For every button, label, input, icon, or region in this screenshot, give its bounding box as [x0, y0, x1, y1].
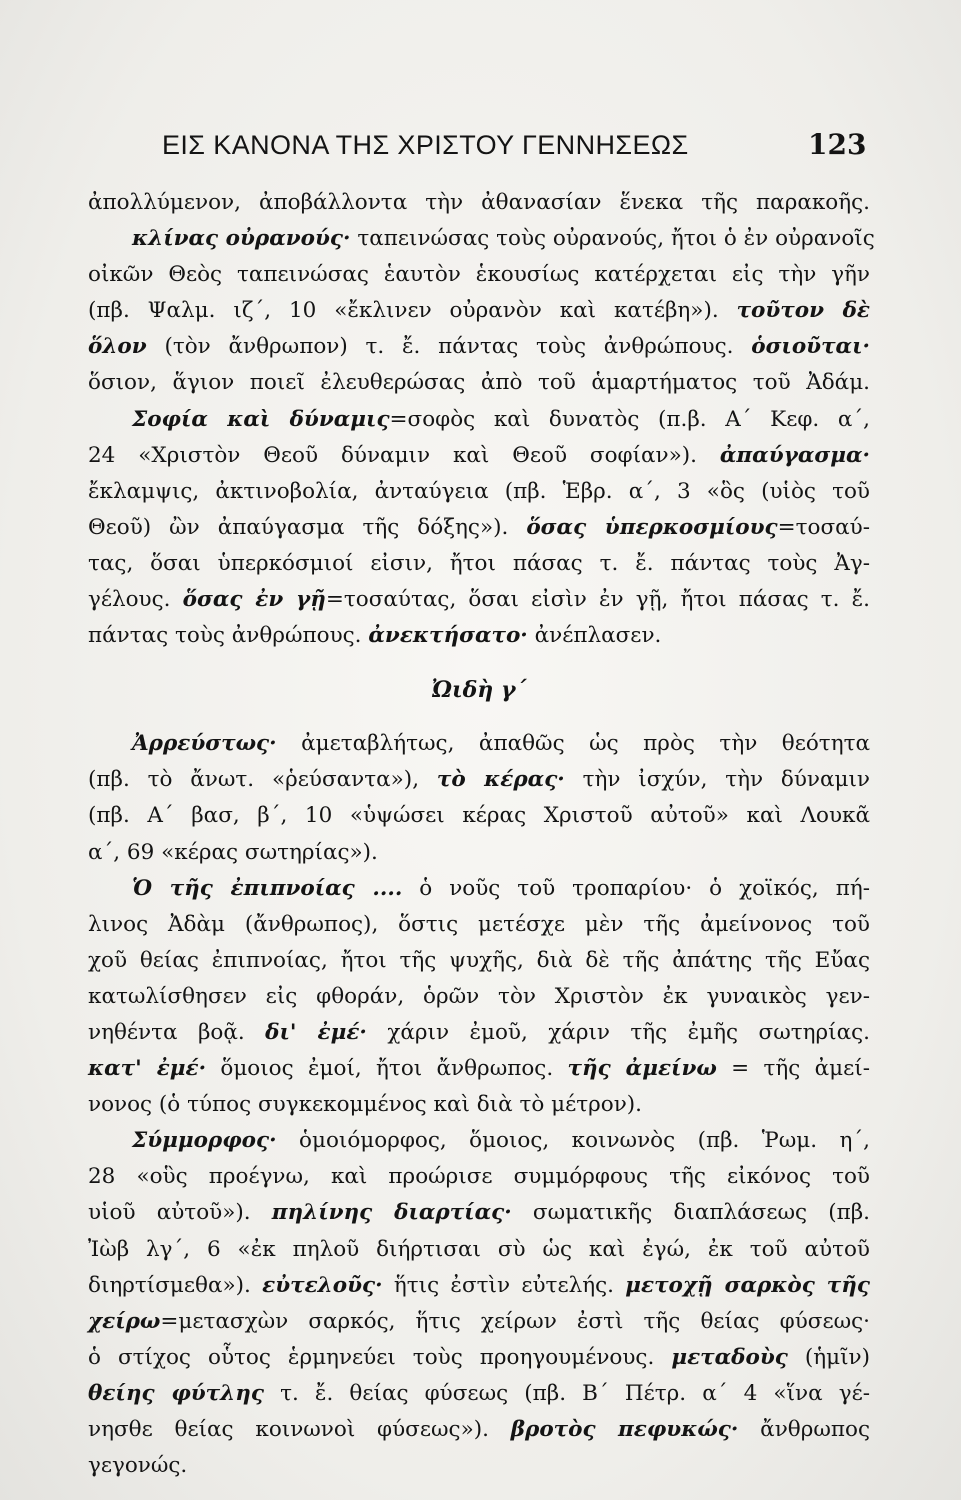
- glossed-term: ὁσιοῦται·: [751, 334, 870, 360]
- glossed-term: μετοχῇ σαρκὸς τῆς: [625, 1272, 870, 1298]
- glossed-term: Σύμμορφος·: [132, 1128, 277, 1154]
- text-line: [88, 1268, 870, 1304]
- text-line: [88, 402, 870, 438]
- text-line: [88, 1448, 870, 1484]
- text-line: [88, 726, 870, 762]
- text-line: [88, 474, 870, 510]
- page-number: 123: [808, 128, 867, 161]
- line-text: νηθέντα βοᾷ.: [88, 1019, 266, 1045]
- text-line: [88, 1232, 870, 1268]
- text-line: [88, 1051, 870, 1087]
- line-text: =σοφὸς καὶ δυνατὸς (π.β. Α΄ Κεφ. α΄,: [389, 406, 870, 432]
- line-text: ὁ νοῦς τοῦ τροπαρίου· ὁ χοϊκός, πή-: [402, 875, 870, 901]
- line-text: χάριν ἐμοῦ, χάριν τῆς ἐμῆς σωτηρίας.: [366, 1019, 870, 1045]
- line-text: γεγονώς.: [88, 1453, 188, 1479]
- glossed-term: ὅλον: [88, 334, 147, 360]
- text-line: [88, 618, 870, 654]
- line-text: ἀνέπλασεν.: [527, 623, 662, 649]
- running-title: ΕΙΣ ΚΑΝΟΝΑ ΤΗΣ ΧΡΙΣΤΟΥ ΓΕΝΝΗΣΕΩΣ: [162, 130, 689, 160]
- line-text: τας, ὅσαι ὑπερκόσμιοί εἰσιν, ἤτοι πάσας τ. ἔ. πάντας τοὺς Ἀγ-: [88, 550, 870, 576]
- line-text: ὅμοιος ἐμοί, ἤτοι ἄνθρωπος.: [206, 1056, 568, 1082]
- text-line: [88, 546, 870, 582]
- glossed-term: χείρω: [88, 1308, 161, 1334]
- line-text: ταπεινώσας τοὺς οὐρανούς, ἤτοι ὁ ἐν οὐρανοῖς: [350, 226, 875, 252]
- text-line: [88, 1376, 870, 1412]
- glossed-term: βροτὸς πεφυκώς·: [510, 1417, 739, 1442]
- body-text: [88, 185, 875, 1484]
- text-line: [88, 907, 870, 943]
- glossed-term: πηλίνης διαρτίας·: [271, 1200, 512, 1226]
- section-heading-text: Ὠιδὴ γ΄: [431, 677, 527, 704]
- line-text: οἰκῶν Θεὸς ταπεινώσας ἑαυτὸν ἑκουσίως κατέρχεται εἰς τὴν γῆν: [88, 262, 870, 288]
- line-text: ἥτις ἐστὶν εὐτελής.: [382, 1272, 626, 1298]
- glossed-term: κατ' ἐμέ·: [88, 1056, 207, 1082]
- line-text: (πβ. Ψαλμ. ιζ΄, 10 «ἔκλινεν οὐρανὸν καὶ κατέβη»).: [88, 298, 737, 324]
- line-text: ὁ στίχος οὗτος ἑρμηνεύει τοὺς προηγουμένους.: [88, 1344, 672, 1370]
- glossed-term: Ἀρρεύστως·: [132, 731, 277, 757]
- text-line: [88, 582, 870, 618]
- text-line: [88, 438, 870, 474]
- line-text: =τοσαύτας, ὅσαι εἰσὶν ἐν γῇ, ἤτοι πάσας τ. ἔ.: [325, 587, 870, 613]
- text-line: [88, 835, 870, 871]
- line-text: πάντας τοὺς ἀνθρώπους.: [88, 623, 369, 649]
- line-text: νησθε θείας κοινωνοὶ φύσεως»).: [88, 1417, 511, 1442]
- text-line: [88, 510, 870, 546]
- line-text: (πβ. Α΄ βασ, β΄, 10 «ὑψώσει κέρας Χριστοῦ αὐτοῦ» καὶ Λουκᾶ: [88, 803, 870, 829]
- glossed-term: ὅσας ὑπερκοσμίους: [526, 514, 778, 540]
- text-line: [88, 762, 870, 798]
- line-text: =τοσαύ-: [777, 514, 871, 540]
- line-text: 24 «Χριστὸν Θεοῦ δύναμιν καὶ Θεοῦ σοφίαν»).: [88, 442, 720, 468]
- glossed-term: μεταδοὺς: [671, 1344, 788, 1370]
- text-line: [88, 257, 870, 293]
- line-text: Θεοῦ) ὢν ἀπαύγασμα τῆς δόξης»).: [88, 514, 527, 540]
- line-text: (τὸν ἄνθρωπον) τ. ἔ. πάντας τοὺς ἀνθρώπους.: [146, 334, 752, 360]
- glossed-term: ὅσας ἐν γῇ: [182, 587, 326, 613]
- glossed-term: τῆς ἀμείνω: [567, 1056, 717, 1082]
- line-text: Ἰὼβ λγ΄, 6 «ἐκ πηλοῦ διήρτισαι σὺ ὡς καὶ ἐγώ, ἐκ τοῦ αὐτοῦ: [88, 1236, 870, 1262]
- glossed-term: τὸ κέρας·: [436, 767, 565, 793]
- text-line: [88, 1015, 870, 1051]
- text-line: [88, 221, 875, 257]
- line-text: ἀμεταβλήτως, ἀπαθῶς ὡς πρὸς τὴν θεότητα: [276, 731, 870, 757]
- line-text: υἱοῦ αὐτοῦ»).: [88, 1200, 272, 1226]
- line-text: ὁμοιόμορφος, ὅμοιος, κοινωνὸς (πβ. Ῥωμ. η΄,: [276, 1128, 870, 1154]
- text-line: [88, 293, 870, 329]
- line-text: τὴν ἰσχύν, τὴν δύναμιν: [564, 767, 870, 793]
- text-line: [88, 185, 870, 221]
- glossed-term: ἀπαύγασμα·: [719, 442, 870, 468]
- line-text: ἔκλαμψις, ἀκτινοβολία, ἀνταύγεια (πβ. Ἑβρ. α΄, 3 «ὃς (υἱὸς τοῦ: [88, 478, 870, 504]
- line-text: διηρτίσμεθα»).: [88, 1272, 263, 1298]
- text-line: [88, 365, 870, 401]
- line-text: τ. ἔ. θείας φύσεως (πβ. Β΄ Πέτρ. α΄ 4 «ἵνα γέ-: [263, 1380, 870, 1406]
- page-header: [0, 128, 961, 168]
- text-line: [88, 798, 870, 834]
- line-text: (πβ. τὸ ἄνωτ. «ῥεύσαντα»),: [88, 767, 437, 793]
- text-line: [88, 1087, 870, 1123]
- text-line: [88, 1159, 870, 1195]
- line-text: (ἡμῖν): [787, 1344, 870, 1370]
- text-line: [88, 1412, 870, 1448]
- line-text: χοῦ θείας ἐπιπνοίας, ἤτοι τῆς ψυχῆς, διὰ δὲ τῆς ἀπάτης τῆς Εὔας: [88, 947, 870, 973]
- line-text: = τῆς ἀμεί-: [716, 1056, 870, 1082]
- text-line: [88, 871, 870, 907]
- text-line: [88, 1123, 870, 1159]
- text-line: [88, 1304, 870, 1340]
- text-line: [88, 943, 870, 979]
- line-text: σωματικῆς διαπλάσεως (πβ.: [511, 1200, 870, 1226]
- line-text: α΄, 69 «κέρας σωτηρίας»).: [88, 839, 378, 865]
- section-heading: [88, 654, 870, 726]
- glossed-term: δι' ἐμέ·: [265, 1019, 367, 1045]
- glossed-term: τοῦτον δὲ: [736, 298, 870, 324]
- glossed-term: κλίνας οὐρανούς·: [132, 226, 351, 252]
- glossed-term: Σοφία καὶ δύναμις: [132, 406, 390, 432]
- text-line: [88, 979, 870, 1015]
- line-text: =μετασχὼν σαρκός, ἥτις χείρων ἐστὶ τῆς θείας φύσεως·: [160, 1308, 870, 1334]
- line-text: ἀπολλύμενον, ἀποβάλλοντα τὴν ἀθανασίαν ἕνεκα τῆς παρακοῆς.: [88, 190, 870, 215]
- glossed-term: ἀνεκτήσατο·: [368, 623, 528, 649]
- line-text: νονος (ὁ τύπος συγκεκομμένος καὶ διὰ τὸ μέτρον).: [88, 1092, 643, 1118]
- line-text: λινος Ἀδὰμ (ἄνθρωπος), ὅστις μετέσχε μὲν τῆς ἀμείνονος τοῦ: [88, 911, 870, 937]
- line-text: κατωλίσθησεν εἰς φθοράν, ὁρῶν τὸν Χριστὸν ἐκ γυναικὸς γεν-: [88, 983, 870, 1009]
- line-text: ἄνθρωπος: [738, 1417, 871, 1442]
- glossed-term: εὐτελοῦς·: [262, 1272, 383, 1298]
- glossed-term: θείης φύτλης: [88, 1380, 264, 1406]
- text-line: [88, 329, 870, 365]
- line-text: γέλους.: [88, 587, 183, 613]
- text-line: [88, 1195, 870, 1231]
- line-text: 28 «οὓς προέγνω, καὶ προώρισε συμμόρφους τῆς εἰκόνος τοῦ: [88, 1164, 870, 1190]
- glossed-term: Ὁ τῆς ἐπιπνοίας ....: [132, 875, 403, 901]
- text-line: [88, 1340, 870, 1376]
- line-text: ὅσιον, ἅγιον ποιεῖ ἐλευθερώσας ἀπὸ τοῦ ἁμαρτήματος τοῦ Ἀδάμ.: [88, 370, 870, 396]
